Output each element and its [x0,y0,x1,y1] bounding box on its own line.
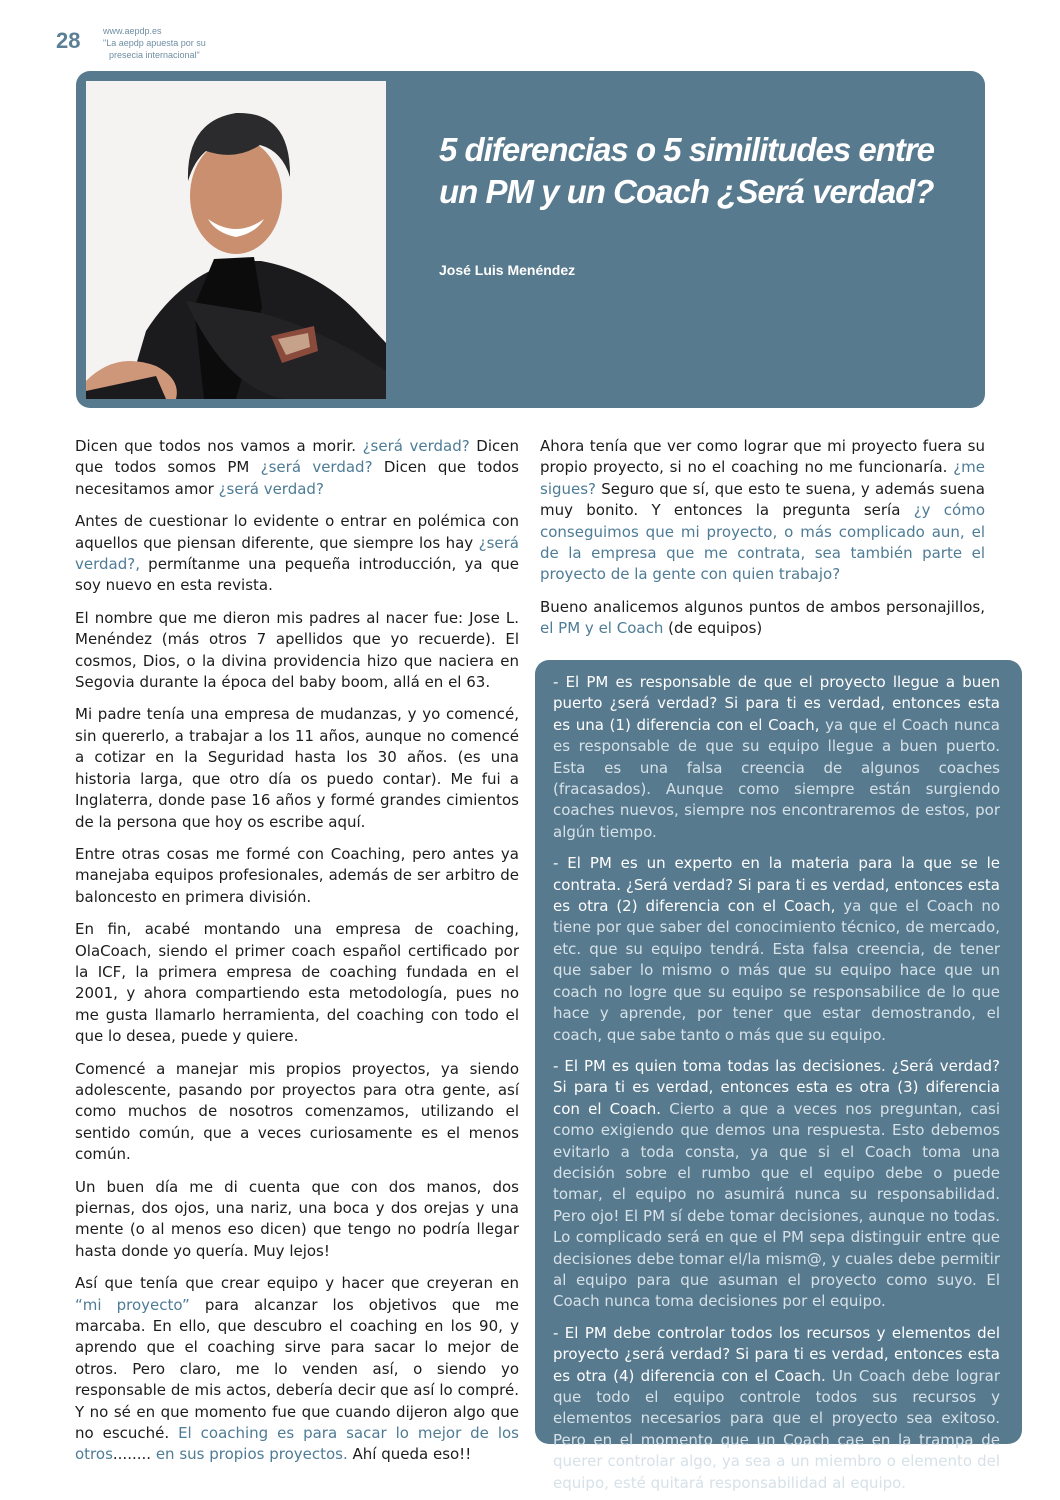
sidebar-paragraph [553,1323,1000,1494]
body-text: Comencé a manejar mis propios proyectos, ya siendo adolescente, pasando por proyectos para otra gente, así como muchos de nosotros comenzamos, utilizando el sentido común, que a veces curiosamente es el menos común. [75,1059,519,1164]
highlighted-text: ¿y cómo conseguimos que mi proyecto, o más complicado aun, el de la empresa que me contrata, sea también parte el proyecto de la gente con quien trabajo? [540,501,986,584]
tagline-line-2: presecia internacional" [109,50,200,60]
body-text: En fin, acabé montando una empresa de coaching, OlaCoach, siendo el primer coach español certificado por la ICF, la primera empresa de coaching fundada en el 2001, y ahora compartiendo esta metodología, pues no me gusta llamarlo herramienta, del coaching con todo el que lo desea, puede y quiere. [75,920,519,1046]
body-text: Dicen que todos nos vamos a morir. [75,437,363,455]
article-title: 5 diferencias o 5 similitudes entre un PM y un Coach ¿Será verdad? [439,131,935,210]
left-column-paragraph [75,511,519,597]
body-text: - El PM es un experto en la materia para la que se le contrata. ¿Será verdad? Si para ti es verdad, entonces esta es otra (2) diferencia con el Coach, [553,854,1000,916]
body-text: permítanme una pequeña introducción, ya que soy nuevo en esta revista. [75,555,519,595]
page-number: 28 [56,28,81,53]
author-portrait-illustration [86,81,386,399]
tagline-line-1: "La aepdp apuesta por su [103,38,206,48]
sidebar-paragraph [553,853,1000,1046]
website-link[interactable]: www.aepdp.es [103,26,162,36]
sidebar-paragraph [553,1056,1000,1313]
body-text: Bueno analicemos algunos puntos de ambos personajillos, [540,597,985,616]
left-column-paragraph [75,704,519,832]
body-text: - El PM es quien toma todas las decisiones. ¿Será verdad? Si para ti es verdad, entonces esta es otra (3) diferencia con el Coach. [553,1056,1000,1118]
body-text: El nombre que me dieron mis padres al nacer fue: Jose L. Menéndez (más otros 7 apellidos que yo recuerde). El cosmos, Dios, o la divina providencia hizo que naciera en Segovia durante la época del baby boom, allá en el 63. [75,608,519,692]
explanation-text: Un Coach debe lograr que todo el equipo controle todos sus recursos y elementos necesarios para que el proyecto sea exitoso. Pero en el momento que un Coach cae en la trampa de querer controlar algo, ya sea a un miembro o elemento del equipo, esté quitará responsabilidad al equipo. [553,1366,1001,1492]
article-author: José Luis Menéndez [439,262,576,278]
left-column-paragraph [75,1273,519,1466]
highlighted-text: ¿será verdad? [218,479,324,498]
highlighted-text: ¿será verdad? [362,437,470,455]
highlighted-text: ¿me sigues? [540,458,985,498]
highlighted-text: en sus propios proyectos. [155,1445,348,1464]
body-text: ........ [112,1445,156,1464]
body-text: Dicen que todos necesitamos amor [75,458,519,498]
left-column-paragraph [75,1059,519,1166]
left-column-paragraph [75,844,519,908]
body-text: - El PM es responsable de que el proyecto llegue a buen puerto ¿será verdad? Si para ti es verdad, entonces esta es una (1) diferencia con el Coach, [553,673,1000,734]
highlighted-text: ¿será verdad? [260,458,373,477]
explanation-text: ya que el Coach nunca es responsable de que su equipo llegue a buen puerto. Esta es una falsa creencia de algunos coaches (fracasados). Aunque como siempre están surgiendo coaches nuevos, siempre nos encontraremos de estos, por algún tiempo. [553,715,1000,841]
left-column-paragraph [75,1177,519,1263]
article-banner [76,71,985,408]
body-text: Ahí queda eso!! [347,1445,472,1464]
body-text: Antes de cuestionar lo evidente o entrar en polémica con aquellos que piensan diferente, que siempre los hay [75,512,519,552]
author-photo [86,81,386,399]
left-column [75,436,519,1477]
left-column-paragraph [75,919,519,1047]
highlighted-text: el PM y el Coach [540,619,664,638]
body-text: Ahora tenía que ver como lograr que mi proyecto fuera su propio proyecto, si no el coaching no me funcionaría. [540,437,985,477]
explanation-text: Cierto a que a veces nos preguntan, casi como exigiendo que demos una respuesta. Esto debemos evitarlo a toda consta, ya que si el Coach toma una decisión sobre el rumbo que el equipo debe o puede tomar, el equipo no asumirá nunca su responsabilidad. Pero ojo! El PM sí debe tomar decisiones, aunque no todas. Lo complicado será en que el PM sepa distinguir entre que decisiones debe tomar el/la mism@, y cuales debe permitir al equipo para que asuman el proyecto como suyo. El Coach nunca toma decisiones por el equipo. [553,1099,1000,1311]
right-column-paragraph [540,597,985,640]
left-column-paragraph [75,436,519,500]
right-column-paragraph [540,436,985,586]
highlighted-text: El coaching es para sacar lo mejor de los otros [75,1424,519,1464]
differences-sidebar [535,660,1022,1492]
highlighted-text: ¿será verdad?, [75,533,519,574]
highlighted-text: “mi proyecto” [75,1295,190,1314]
sidebar-paragraph [553,672,1000,843]
right-column [540,436,985,651]
body-text: Dicen que todos somos PM [75,437,520,477]
body-text: Seguro que sí, que esto te suena, y además suena muy bonito. Y entonces la pregunta sería [540,479,985,520]
explanation-text: ya que el Coach no tiene por que saber del conocimiento técnico, de mercado, etc. que su equipo tendrá. Esta falsa creencia, de tener que saber lo mismo o más que su equipo hace que un coach no logre que su equipo se responsabilice de lo que hace y aprende, por tener que estar demostrando, el coach, que sabe tanto o más que su equipo. [553,897,1001,1044]
body-text: (de equipos) [663,619,763,638]
body-text: - El PM debe controlar todos los recursos y elementos del proyecto ¿será verdad? Si para ti es verdad, entonces esta es otra (4) diferencia con el Coach. [553,1323,1000,1385]
body-text: para alcanzar los objetivos que me marcaba. En ello, que descubro el coaching en los 90, y aprendo que el coaching sirve para sacar lo mejor de otros. Pero claro, me lo venden así, o siendo yo responsable de mis actos, debería decir que así lo compré. Y no sé en que momento fue que cuando dijeron algo que no escuché. [75,1295,519,1443]
body-text: Así que tenía que crear equipo y hacer que creyeran en [75,1274,519,1293]
body-text: Mi padre tenía una empresa de mudanzas, y yo comencé, sin quererlo, a trabajar a los 11 años, aunque no comencé a cotizar en la Seguridad hasta los 30 años. (es una historia larga, que otro día os puedo contar). Me fui a Inglaterra, donde pase 16 años y formé grandes cimientos de la persona que hoy os escribe aquí. [75,705,519,831]
body-text: Un buen día me di cuenta que con dos manos, dos piernas, dos ojos, una nariz, una boca y dos orejas y una mente (o al menos eso dicen) que tengo no podría llegar hasta donde yo quería. Muy lejos! [75,1177,519,1260]
left-column-paragraph [75,608,519,694]
body-text: Entre otras cosas me formé con Coaching, pero antes ya manejaba equipos profesionales, además de ser arbitro de baloncesto en primera división. [75,844,519,906]
header-meta [103,25,263,61]
